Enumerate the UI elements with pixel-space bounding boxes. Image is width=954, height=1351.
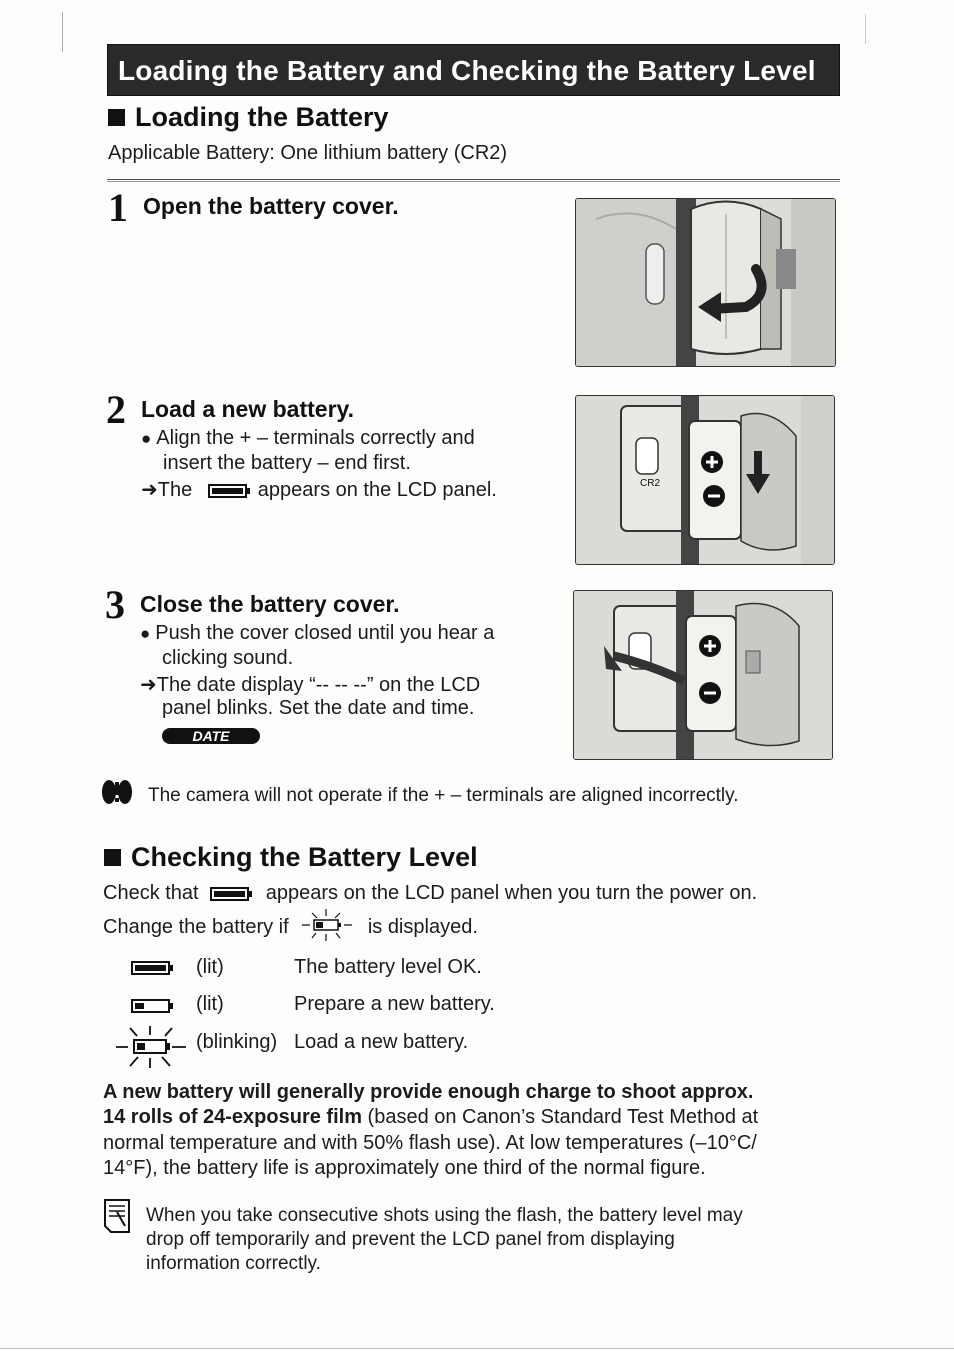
level-3-state: (blinking): [196, 1031, 278, 1053]
battery-life-line-4: 14°F), the battery life is approximately one third of the normal figure.: [103, 1157, 706, 1179]
step-1-number: 1: [108, 185, 128, 230]
step-3-bullet-line-continued: clicking sound.: [162, 647, 294, 669]
step-2-number: 2: [106, 387, 126, 432]
level-1-meaning: The battery level OK.: [294, 956, 482, 978]
step-2-title: Load a new battery.: [141, 396, 355, 422]
check-line2-post: is displayed.: [367, 916, 478, 938]
step-1-title: Open the battery cover.: [143, 193, 399, 219]
level-2-state: (lit): [196, 993, 224, 1015]
step-3-result-line-continued: panel blinks. Set the date and time.: [162, 697, 475, 719]
battery-full-icon: [208, 483, 252, 499]
battery-life-line-2: [103, 1106, 758, 1129]
battery-half-icon: [131, 997, 175, 1015]
step-3-bullet-line: ● Push the cover closed until you hear a: [140, 622, 494, 645]
caution-text: The camera will not operate if the + – terminals are aligned incorrectly.: [148, 785, 739, 806]
level-1-state: (lit): [196, 956, 224, 978]
step-3-title: Close the battery cover.: [140, 591, 400, 617]
memo-icon: [103, 1198, 131, 1234]
photo-open-cover: [575, 198, 836, 367]
checking-heading-text: Checking the Battery Level: [131, 842, 478, 872]
battery-life-rest: (based on Canon’s Standard Test Method at: [361, 1106, 759, 1128]
step-2-result-post: appears on the LCD panel.: [257, 479, 497, 501]
page-title: Loading the Battery and Checking the Battery Level: [107, 44, 840, 96]
result-arrow-icon: ➜: [140, 674, 157, 696]
heading-square-icon: [104, 849, 121, 866]
step-2-result: [141, 477, 497, 502]
heading-square-icon: [108, 109, 125, 126]
page-margin-line: [62, 12, 63, 52]
memo-line-3: information correctly.: [146, 1253, 321, 1274]
battery-blinking-icon: [114, 1024, 190, 1070]
result-arrow-icon: ➜: [141, 479, 158, 501]
step-2-bullet-line: ● Align the + – terminals correctly and: [141, 427, 475, 450]
camera-open-cover-illustration: [576, 199, 836, 367]
battery-life-line-3: normal temperature and with 50% flash use). At low temperatures (–10°C/: [103, 1132, 757, 1154]
check-line2-pre: Change the battery if: [103, 916, 289, 938]
step-3-result-text: The date display “-- -- --” on the LCD: [156, 674, 481, 696]
battery-blinking-icon: [298, 907, 358, 943]
memo-line-1: When you take consecutive shots using the flash, the battery level may: [146, 1205, 743, 1226]
battery-full-icon: [131, 959, 175, 977]
page-margin-line-right: [865, 14, 866, 44]
loading-section-heading: [108, 102, 389, 133]
step-2-bullet-line-continued: insert the battery – end first.: [163, 452, 411, 474]
cr2-label: CR2: [640, 478, 661, 489]
camera-battery-insert-illustration: [576, 396, 835, 565]
applicable-battery: Applicable Battery: One lithium battery (CR2): [108, 142, 508, 164]
battery-full-icon: [210, 886, 254, 902]
checking-section-heading: [104, 842, 478, 873]
camera-close-cover-illustration: [574, 591, 833, 760]
page-bottom-edge: [0, 1348, 954, 1349]
step-3-number: 3: [105, 582, 125, 627]
level-3-meaning: Load a new battery.: [294, 1031, 469, 1053]
section-divider: [107, 179, 840, 182]
check-line1-pre: Check that: [103, 882, 199, 904]
check-instruction-line: [103, 882, 757, 905]
check-line1-post: appears on the LCD panel when you turn the power on.: [265, 882, 758, 904]
photo-load-battery: [575, 395, 835, 565]
loading-heading-text: Loading the Battery: [135, 102, 389, 132]
memo-line-2: drop off temporarily and prevent the LCD panel from displaying: [146, 1229, 675, 1250]
change-instruction-line: [103, 907, 478, 943]
caution-icon: [101, 778, 133, 806]
battery-life-bold: 14 rolls of 24-exposure film: [103, 1106, 362, 1128]
level-2-meaning: Prepare a new battery.: [294, 993, 495, 1015]
step-3-result-line: [140, 672, 480, 697]
date-button-label: DATE: [162, 728, 260, 744]
step-2-result-pre: The: [157, 479, 193, 501]
battery-life-line-1: A new battery will generally provide enough charge to shoot approx.: [103, 1081, 754, 1103]
photo-close-cover: [573, 590, 833, 760]
